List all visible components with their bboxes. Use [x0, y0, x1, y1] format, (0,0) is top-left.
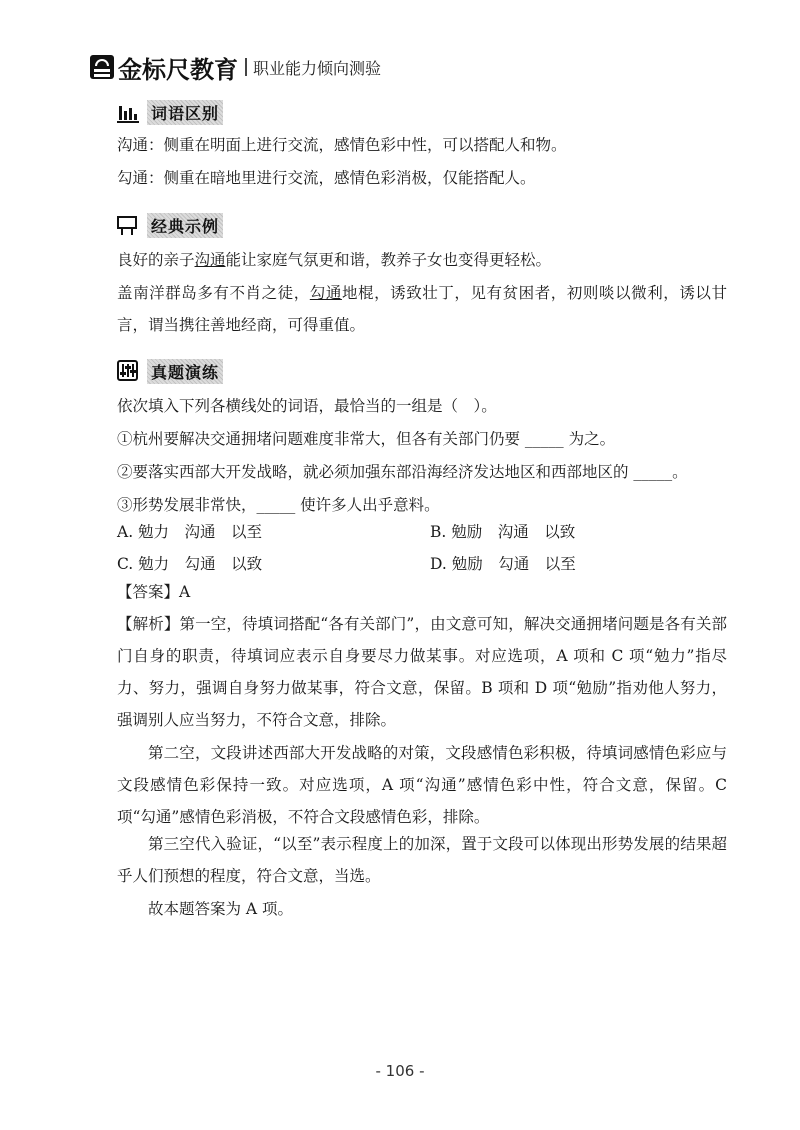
question-stem: 依次填入下列各横线处的词语，最恰当的一组是（ ）。 — [117, 397, 497, 415]
section-practice — [117, 358, 223, 384]
example-keyword: 勾通 — [309, 284, 342, 302]
section-title: 真题演练 — [147, 359, 223, 384]
word-diff-line-1: 沟通：侧重在明面上进行交流，感情色彩中性，可以搭配人和物。 — [117, 136, 567, 154]
section-title: 词语区别 — [147, 100, 223, 125]
page-number: - 106 - — [375, 1062, 425, 1080]
option-a: A. 勉力 沟通 以至 — [117, 523, 263, 541]
example-text: 盖南洋群岛多有不肖之徒， — [117, 284, 310, 302]
section-word-difference — [117, 99, 223, 125]
example-text: 地棍，诱致壮丁，见有贫困者，初则啖以微利，诱以甘言，谓当携往善地经商，可得重值。 — [117, 284, 727, 334]
header-subtitle: 职业能力倾向测验 — [253, 58, 382, 78]
page-header — [90, 52, 381, 82]
analysis-paragraph-3: 第三空代入验证，“以至”表示程度上的加深，置于文段可以体现出形势发展的结果超乎人们预想的程度，符合文意，当选。 — [117, 835, 727, 885]
brand-name: 金标尺教育 — [118, 55, 238, 84]
example-text: 能让家庭气氛更和谐，教养子女也变得更轻松。 — [225, 251, 552, 269]
word-diff-line-2: 勾通：侧重在暗地里进行交流，感情色彩消极，仅能搭配人。 — [117, 169, 536, 187]
question-item-1: ①杭州要解决交通拥堵问题难度非常大，但各有关部门仍要 _____ 为之。 — [117, 430, 616, 448]
option-b: B. 勉励 沟通 以致 — [430, 523, 576, 541]
analysis-paragraph-4: 故本题答案为 A 项。 — [148, 900, 294, 918]
sliders-icon — [117, 360, 139, 382]
blackboard-icon — [117, 214, 139, 236]
example-sentence-1 — [117, 249, 551, 271]
example-keyword: 沟通 — [194, 251, 226, 269]
example-sentence-2 — [117, 277, 727, 341]
logo-icon — [90, 55, 114, 79]
header-divider — [245, 58, 247, 76]
option-d: D. 勉励 勾通 以至 — [430, 555, 576, 573]
question-item-3: ③形势发展非常快，_____ 使许多人出乎意料。 — [117, 496, 440, 514]
question-item-2: ②要落实西部大开发战略，就必须加强东部沿海经济发达地区和西部地区的 _____。 — [117, 463, 688, 481]
bar-chart-icon — [117, 101, 139, 123]
section-classic-examples — [117, 212, 223, 238]
analysis-paragraph-2: 第二空，文段讲述西部大开发战略的对策，文段感情色彩积极，待填词感情色彩应与文段感情色彩保持一致。对应选项，A 项“沟通”感情色彩中性，符合文意，保留。C 项“勾通”感情色彩消极，不符合文段感情色彩，排除。 — [117, 744, 727, 826]
answer: 【答案】A — [117, 583, 191, 601]
analysis-paragraph-1: 【解析】第一空，待填词搭配“各有关部门”，由文意可知，解决交通拥堵问题是各有关部门自身的职责，待填词应表示自身要尽力做某事。对应选项，A 项和 C 项“勉力”指尽力、努力，强调自身努力做某事，符合文意，保留。B 项和 D 项“勉励”指劝他人努力，强调别人应当努力，不符合文意，排除。 — [117, 615, 727, 729]
example-text: 良好的亲子 — [117, 251, 195, 269]
section-title: 经典示例 — [147, 213, 223, 238]
option-c: C. 勉力 勾通 以致 — [117, 555, 263, 573]
